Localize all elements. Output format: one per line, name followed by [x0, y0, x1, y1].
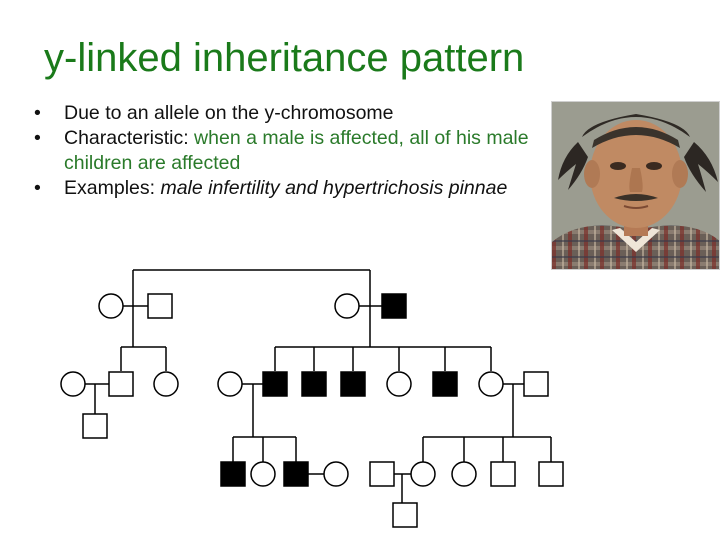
female-unaffected	[335, 294, 359, 318]
bullet-lead: Characteristic:	[64, 127, 195, 149]
female-unaffected	[154, 372, 178, 396]
male-unaffected	[524, 372, 548, 396]
male-unaffected	[83, 414, 107, 438]
bullet-highlight: when a male is affected, all of his male children are affected	[64, 127, 529, 174]
female-unaffected	[218, 372, 242, 396]
male-unaffected	[109, 372, 133, 396]
male-unaffected	[491, 462, 515, 486]
male-unaffected	[393, 503, 417, 527]
male-affected	[433, 372, 457, 396]
male-affected	[341, 372, 365, 396]
male-affected	[302, 372, 326, 396]
bullet-text: Due to an allele on the y-chromosome	[64, 102, 394, 124]
female-unaffected	[324, 462, 348, 486]
female-unaffected	[387, 372, 411, 396]
male-unaffected	[148, 294, 172, 318]
male-affected	[221, 462, 245, 486]
bullet-examples: male infertility and hypertrichosis pinnae	[160, 177, 508, 199]
male-unaffected	[539, 462, 563, 486]
female-unaffected	[411, 462, 435, 486]
male-affected	[263, 372, 287, 396]
female-unaffected	[99, 294, 123, 318]
female-unaffected	[479, 372, 503, 396]
male-affected	[382, 294, 406, 318]
female-unaffected	[452, 462, 476, 486]
bullet-lead: Examples:	[64, 177, 161, 199]
male-unaffected	[370, 462, 394, 486]
slide-title: y-linked inheritance pattern	[44, 36, 525, 80]
male-affected	[284, 462, 308, 486]
female-unaffected	[61, 372, 85, 396]
female-unaffected	[251, 462, 275, 486]
